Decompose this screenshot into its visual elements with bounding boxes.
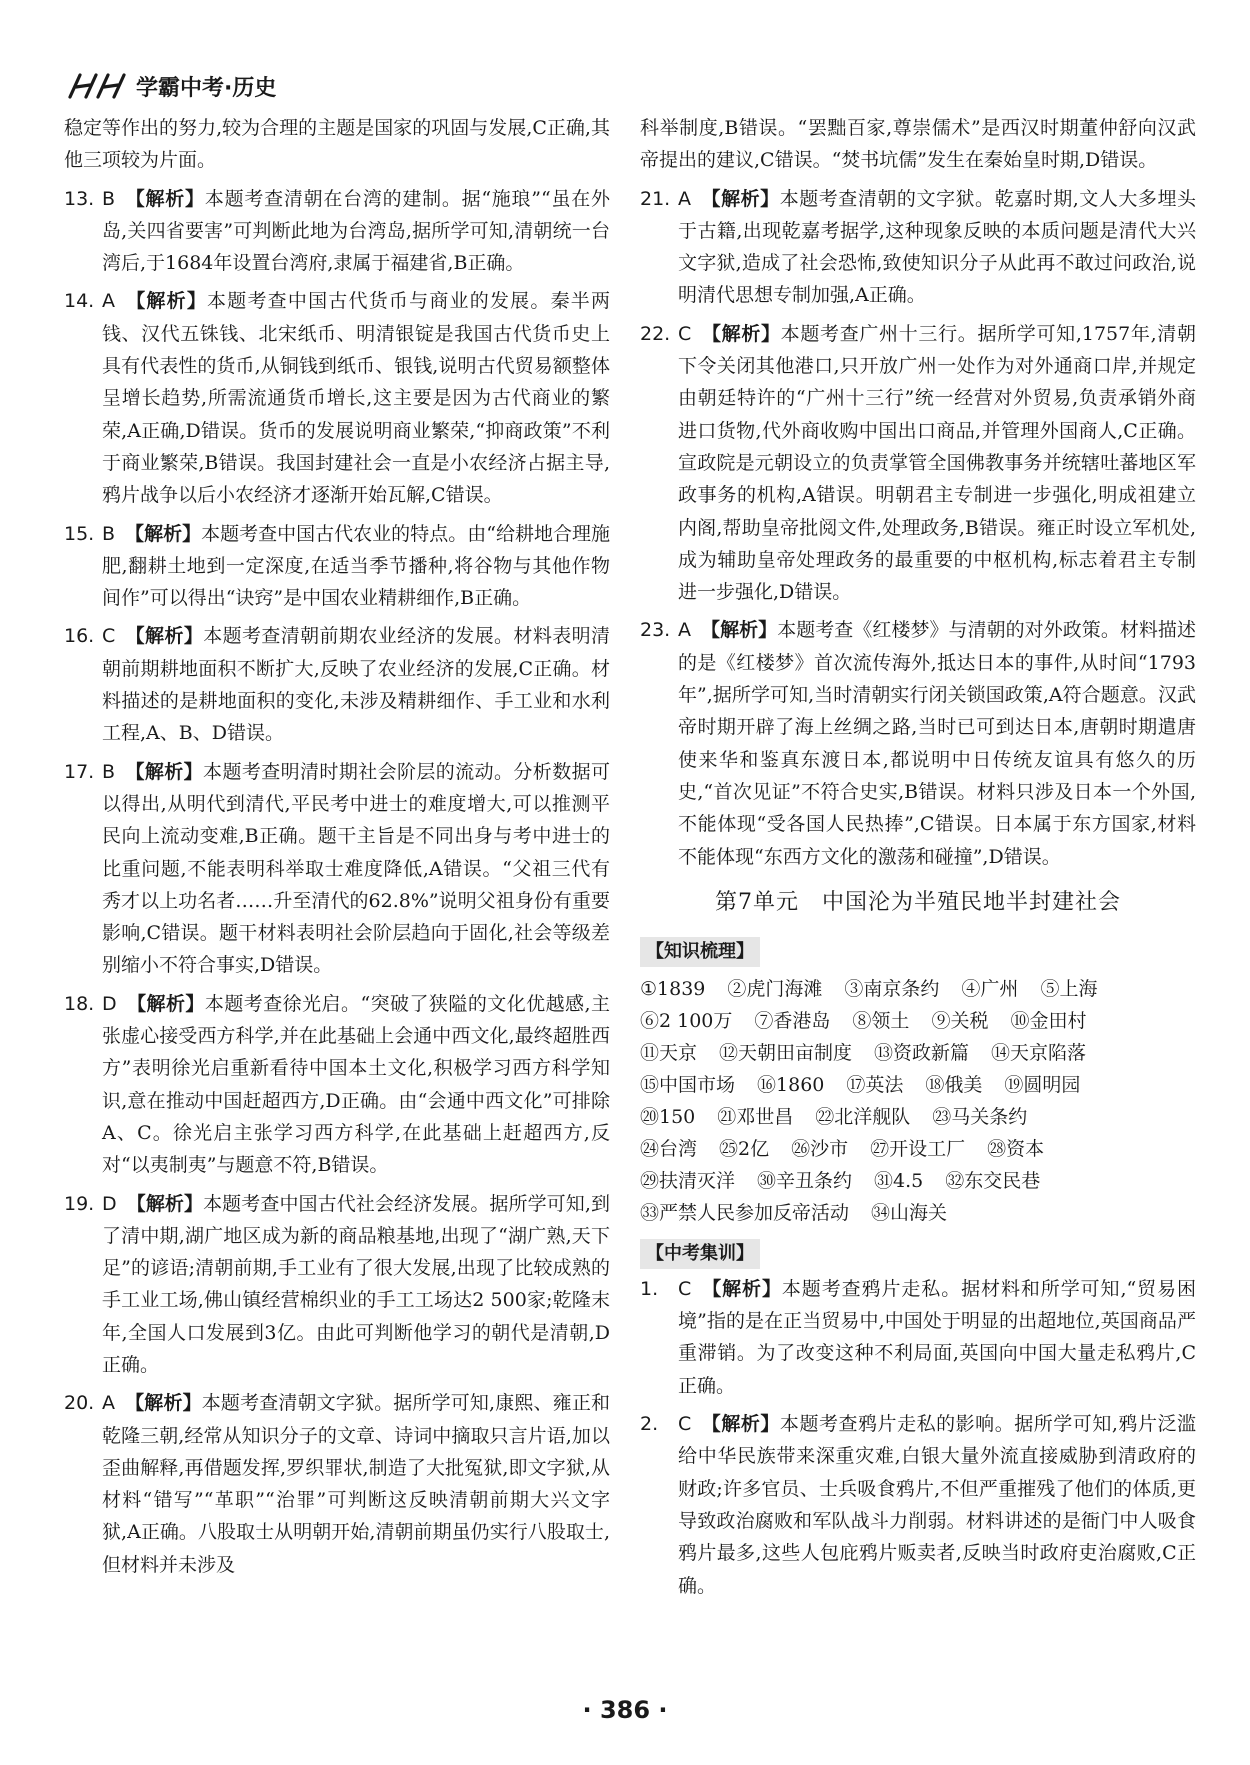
- analysis-text: 本题考查中国古代社会经济发展。据所学可知,到了清中期,湖广地区成为新的商品粮基地,出现了“湖广熟,天下足”的谚语;清朝前期,手工业有了很大发展,出现了比较成熟的手工业工场,佛山镇经营棉织业的手工工场达2 500家;乾隆末年,全国人口发展到3亿。由此可判断他学习的朝代是清朝,D正确。: [102, 1192, 610, 1376]
- knowledge-point: ㉘资本: [987, 1137, 1045, 1160]
- question-number: 1.: [640, 1277, 659, 1300]
- answer-item: [640, 1273, 1196, 1402]
- answer-item: [64, 285, 610, 511]
- knowledge-point: ⑱俄美: [925, 1073, 983, 1096]
- right-column: [640, 112, 1196, 1608]
- knowledge-point: ㉖沙市: [791, 1137, 849, 1160]
- question-number: 16.: [64, 625, 95, 648]
- answer-letter: C: [678, 1277, 692, 1300]
- knowledge-point: ㉚辛丑条约: [757, 1169, 853, 1192]
- knowledge-point: ㉔台湾: [640, 1137, 698, 1160]
- knowledge-point: ㉕2亿: [719, 1137, 770, 1160]
- answer-letter: D: [102, 992, 117, 1015]
- knowledge-point: ⑦香港岛: [754, 1009, 831, 1032]
- analysis-text: 本题考查中国古代货币与商业的发展。秦半两钱、汉代五铢钱、北宋纸币、明清银锭是我国古代货币史上具有代表性的货币,从铜钱到纸币、银钱,说明古代贸易额整体呈增长趋势,所需流通货币增长,这主要是因为古代商业的繁荣,A正确,D错误。货币的发展说明商业繁荣,“抑商政策”不利于商业繁荣,B错误。我国封建社会一直是小农经济占据主导,鸦片战争以后小农经济才逐渐开始瓦解,C错误。: [102, 290, 610, 507]
- question-number: 14.: [64, 290, 95, 313]
- continuation-text: 科举制度,B错误。“罢黜百家,尊崇儒术”是西汉时期董仲舒向汉武帝提出的建议,C错误。“焚书坑儒”发生在秦始皇时期,D错误。: [640, 117, 1196, 172]
- analysis-tag: 【解析】: [125, 522, 202, 545]
- unit-title: 第7单元 中国沦为半殖民地半封建社会: [715, 889, 1121, 915]
- analysis-text: 本题考查清朝在台湾的建制。据“施琅”“虽在外岛,关四省要害”可判断此地为台湾岛,据所学可知,清朝统一台湾后,于1684年设置台湾府,隶属于福建省,B正确。: [102, 187, 610, 275]
- answer-item: [64, 1387, 610, 1581]
- knowledge-point: ⑯1860: [757, 1073, 825, 1096]
- answer-body: [678, 1408, 1196, 1602]
- knowledge-point: ㉗开设工厂: [870, 1137, 966, 1160]
- knowledge-point: ⑮中国市场: [640, 1073, 736, 1096]
- knowledge-row: [640, 1165, 1196, 1197]
- analysis-tag: 【解析】: [701, 1413, 780, 1436]
- analysis-text: 本题考查《红楼梦》与清朝的对外政策。材料描述的是《红楼梦》首次流传海外,抵达日本的事件,从时间“1793年”,据所学可知,当时清朝实行闭关锁国政策,A符合题意。汉武帝时期开辟了海上丝绸之路,当时已可到达日本,唐朝时期遣唐使来华和鉴真东渡日本,都说明中日传统友谊具有悠久的历史,“首次见证”不符合史实,B错误。材料只涉及日本一个外国,不能体现“受各国人民热捧”,C错误。日本属于东方国家,材料不能体现“东西方文化的激荡和碰撞”,D错误。: [678, 619, 1196, 868]
- knowledge-point: ㉙扶清灭洋: [640, 1169, 736, 1192]
- answer-body: [102, 518, 610, 615]
- analysis-tag: 【解析】: [125, 625, 204, 648]
- knowledge-row: [640, 1101, 1196, 1133]
- question-number: 15.: [64, 522, 95, 545]
- answer-body: [678, 614, 1196, 872]
- answer-item: [64, 620, 610, 749]
- knowledge-section-label: 【知识梳理】: [640, 937, 760, 967]
- question-number: 13.: [64, 187, 95, 210]
- answer-letter: A: [102, 1392, 115, 1415]
- answer-letter: B: [102, 522, 116, 545]
- answer-letter: C: [678, 1413, 692, 1436]
- knowledge-point: ⑲圆明园: [1004, 1073, 1081, 1096]
- analysis-text: 本题考查清朝前期农业经济的发展。材料表明清朝前期耕地面积不断扩大,反映了农业经济的发展,C正确。材料描述的是耕地面积的变化,未涉及精耕细作、手工业和水利工程,A、B、D错误。: [102, 625, 610, 745]
- answer-item: [640, 183, 1196, 312]
- answer-body: [102, 285, 610, 511]
- knowledge-row: [640, 1005, 1196, 1037]
- analysis-text: 本题考查广州十三行。据所学可知,1757年,清朝下令关闭其他港口,只开放广州一处作为对外通商口岸,并规定由朝廷特许的“广州十三行”统一经营对外贸易,负责承销外商进口货物,代外商收购中国出口商品,并管理外国商人,C正确。宣政院是元朝设立的负责掌管全国佛教事务并统辖吐蕃地区军政事务的机构,A错误。明朝君主专制进一步强化,明成祖建立内阁,帮助皇帝批阅文件,处理政务,B错误。雍正时设立军机处,成为辅助皇帝处理政务的最重要的中枢机构,标志着君主专制进一步强化,D错误。: [678, 322, 1196, 604]
- knowledge-point: ⑨关税: [931, 1009, 989, 1032]
- answer-letter: B: [102, 760, 116, 783]
- question-number: 22.: [640, 322, 671, 345]
- answer-letter: C: [102, 625, 116, 648]
- analysis-text: 本题考查明清时期社会阶层的流动。分析数据可以得出,从明代到清代,平民考中进士的难度增大,可以推测平民向上流动变难,B正确。题干主旨是不同出身与考中进士的比重问题,不能表明科举取士难度降低,A错误。“父祖三代有秀才以上功名者……升至清代的62.8%”说明父祖身份有重要影响,C错误。题干材料表明社会阶层趋向于固化,社会等级差别缩小不符合事实,D错误。: [102, 760, 610, 977]
- answer-body: [102, 183, 610, 280]
- brand-logo-icon: [64, 71, 128, 101]
- knowledge-row: [640, 973, 1196, 1005]
- knowledge-point: ㉒北洋舰队: [815, 1105, 911, 1128]
- knowledge-point: ⑪天京: [640, 1041, 698, 1064]
- question-number: 17.: [64, 760, 95, 783]
- knowledge-point: ㉜东交民巷: [945, 1169, 1041, 1192]
- knowledge-point: ㉝严禁人民参加反帝活动: [640, 1201, 850, 1224]
- question-number: 2.: [640, 1413, 659, 1436]
- knowledge-point: ⑩金田村: [1010, 1009, 1087, 1032]
- knowledge-row: [640, 1133, 1196, 1165]
- question-number: 23.: [640, 619, 671, 642]
- knowledge-row: [640, 1197, 1196, 1229]
- question-number: 19.: [64, 1192, 95, 1215]
- analysis-tag: 【解析】: [126, 1192, 204, 1215]
- knowledge-point: ⑭天京陷落: [991, 1041, 1087, 1064]
- answer-body: [678, 183, 1196, 312]
- analysis-tag: 【解析】: [125, 1392, 202, 1415]
- question-number: 21.: [640, 187, 671, 210]
- analysis-text: 本题考查清朝的文字狱。乾嘉时期,文人大多埋头于古籍,出现乾嘉考据学,这种现象反映的本质问题是清代大兴文字狱,造成了社会恐怖,致使知识分子从此再不敢过问政治,说明清代思想专制加强,A正确。: [678, 187, 1196, 307]
- answer-body: [102, 756, 610, 982]
- answer-item: [64, 183, 610, 280]
- continuation-text: 稳定等作出的努力,较为合理的主题是国家的巩固与发展,C正确,其他三项较为片面。: [64, 117, 610, 172]
- analysis-text: 本题考查鸦片走私的影响。据所学可知,鸦片泛滥给中华民族带来深重灾难,白银大量外流直接威胁到清政府的财政;许多官员、士兵吸食鸦片,不但严重摧残了他们的体质,更导致政治腐败和军队战斗力削弱。材料讲述的是衙门中人吸食鸦片最多,这些人包庇鸦片贩卖者,反映当时政府吏治腐败,C正确。: [678, 1413, 1196, 1597]
- knowledge-point: ⑧领土: [852, 1009, 910, 1032]
- answer-body: [102, 1188, 610, 1382]
- book-title: 学霸中考·历史: [136, 75, 277, 101]
- page-number: · 386 ·: [582, 1696, 668, 1724]
- knowledge-point: ⑥2 100万: [640, 1009, 733, 1032]
- analysis-tag: 【解析】: [125, 760, 204, 783]
- knowledge-point: ⑤上海: [1040, 977, 1098, 1000]
- analysis-text: 本题考查鸦片走私。据材料和所学可知,“贸易困境”指的是在正当贸易中,中国处于明显的出超地位,英国商品严重滞销。为了改变这种不利局面,英国向中国大量走私鸦片,C正确。: [678, 1277, 1196, 1397]
- analysis-tag: 【解析】: [701, 187, 780, 210]
- answer-letter: D: [102, 1192, 117, 1215]
- answer-item: [64, 1188, 610, 1382]
- analysis-tag: 【解析】: [701, 322, 781, 345]
- left-column: [64, 112, 610, 1587]
- answer-body: [102, 988, 610, 1182]
- answer-item: [640, 614, 1196, 872]
- knowledge-point: ㉛4.5: [874, 1169, 924, 1192]
- answer-letter: A: [678, 187, 691, 210]
- knowledge-point: ⑬资政新篇: [874, 1041, 970, 1064]
- analysis-tag: 【解析】: [701, 619, 778, 642]
- exam-section-label: 【中考集训】: [640, 1239, 760, 1269]
- analysis-tag: 【解析】: [701, 1277, 782, 1300]
- answer-item: [640, 318, 1196, 609]
- answer-letter: B: [102, 187, 116, 210]
- answer-body: [102, 620, 610, 749]
- knowledge-row: [640, 1069, 1196, 1101]
- answer-item: [640, 1408, 1196, 1602]
- question-number: 18.: [64, 992, 95, 1015]
- answer-item: [64, 756, 610, 982]
- answer-letter: A: [102, 290, 115, 313]
- knowledge-point: ③南京条约: [844, 977, 940, 1000]
- analysis-tag: 【解析】: [126, 992, 205, 1015]
- knowledge-point: ㉑邓世昌: [717, 1105, 794, 1128]
- answer-body: [102, 1387, 610, 1581]
- page-header: [64, 66, 276, 106]
- answer-letter: C: [678, 322, 692, 345]
- question-number: 20.: [64, 1392, 95, 1415]
- knowledge-grid: [640, 973, 1196, 1229]
- knowledge-point: ㉞山海关: [871, 1201, 948, 1224]
- analysis-text: 本题考查徐光启。“突破了狭隘的文化优越感,主张虚心接受西方科学,并在此基础上会通中西文化,最终超胜西方”表明徐光启重新看待中国本土文化,积极学习西方科学知识,意在推动中国赶超西方,D正确。由“会通中西文化”可排除A、C。徐光启主张学习西方科学,在此基础上赶超西方,反对“以夷制夷”与题意不符,B错误。: [102, 992, 610, 1177]
- analysis-tag: 【解析】: [125, 290, 208, 313]
- analysis-tag: 【解析】: [125, 187, 205, 210]
- knowledge-point: ①1839: [640, 977, 706, 1000]
- answer-body: [678, 318, 1196, 609]
- knowledge-point: ⑰英法: [846, 1073, 904, 1096]
- knowledge-row: [640, 1037, 1196, 1069]
- knowledge-point: ②虎门海滩: [727, 977, 823, 1000]
- answer-item: [64, 518, 610, 615]
- analysis-text: 本题考查中国古代农业的特点。由“给耕地合理施肥,翻耕土地到一定深度,在适当季节播种,将谷物与其他作物间作”可以得出“诀窍”是中国农业精耕细作,B正确。: [102, 522, 610, 610]
- knowledge-point: ④广州: [961, 977, 1019, 1000]
- knowledge-point: ⑫天朝田亩制度: [719, 1041, 853, 1064]
- answer-item: [64, 988, 610, 1182]
- knowledge-point: ㉓马关条约: [932, 1105, 1028, 1128]
- analysis-text: 本题考查清朝文字狱。据所学可知,康熙、雍正和乾隆三朝,经常从知识分子的文章、诗词中摘取只言片语,加以歪曲解释,再借题发挥,罗织罪状,制造了大批冤狱,即文字狱,从材料“错写”“革职”“治罪”可判断这反映清朝前期大兴文字狱,A正确。八股取士从明朝开始,清朝前期虽仍实行八股取士,但材料并未涉及: [102, 1392, 610, 1576]
- knowledge-point: ⑳150: [640, 1105, 696, 1128]
- answer-letter: A: [678, 619, 691, 642]
- answer-body: [678, 1273, 1196, 1402]
